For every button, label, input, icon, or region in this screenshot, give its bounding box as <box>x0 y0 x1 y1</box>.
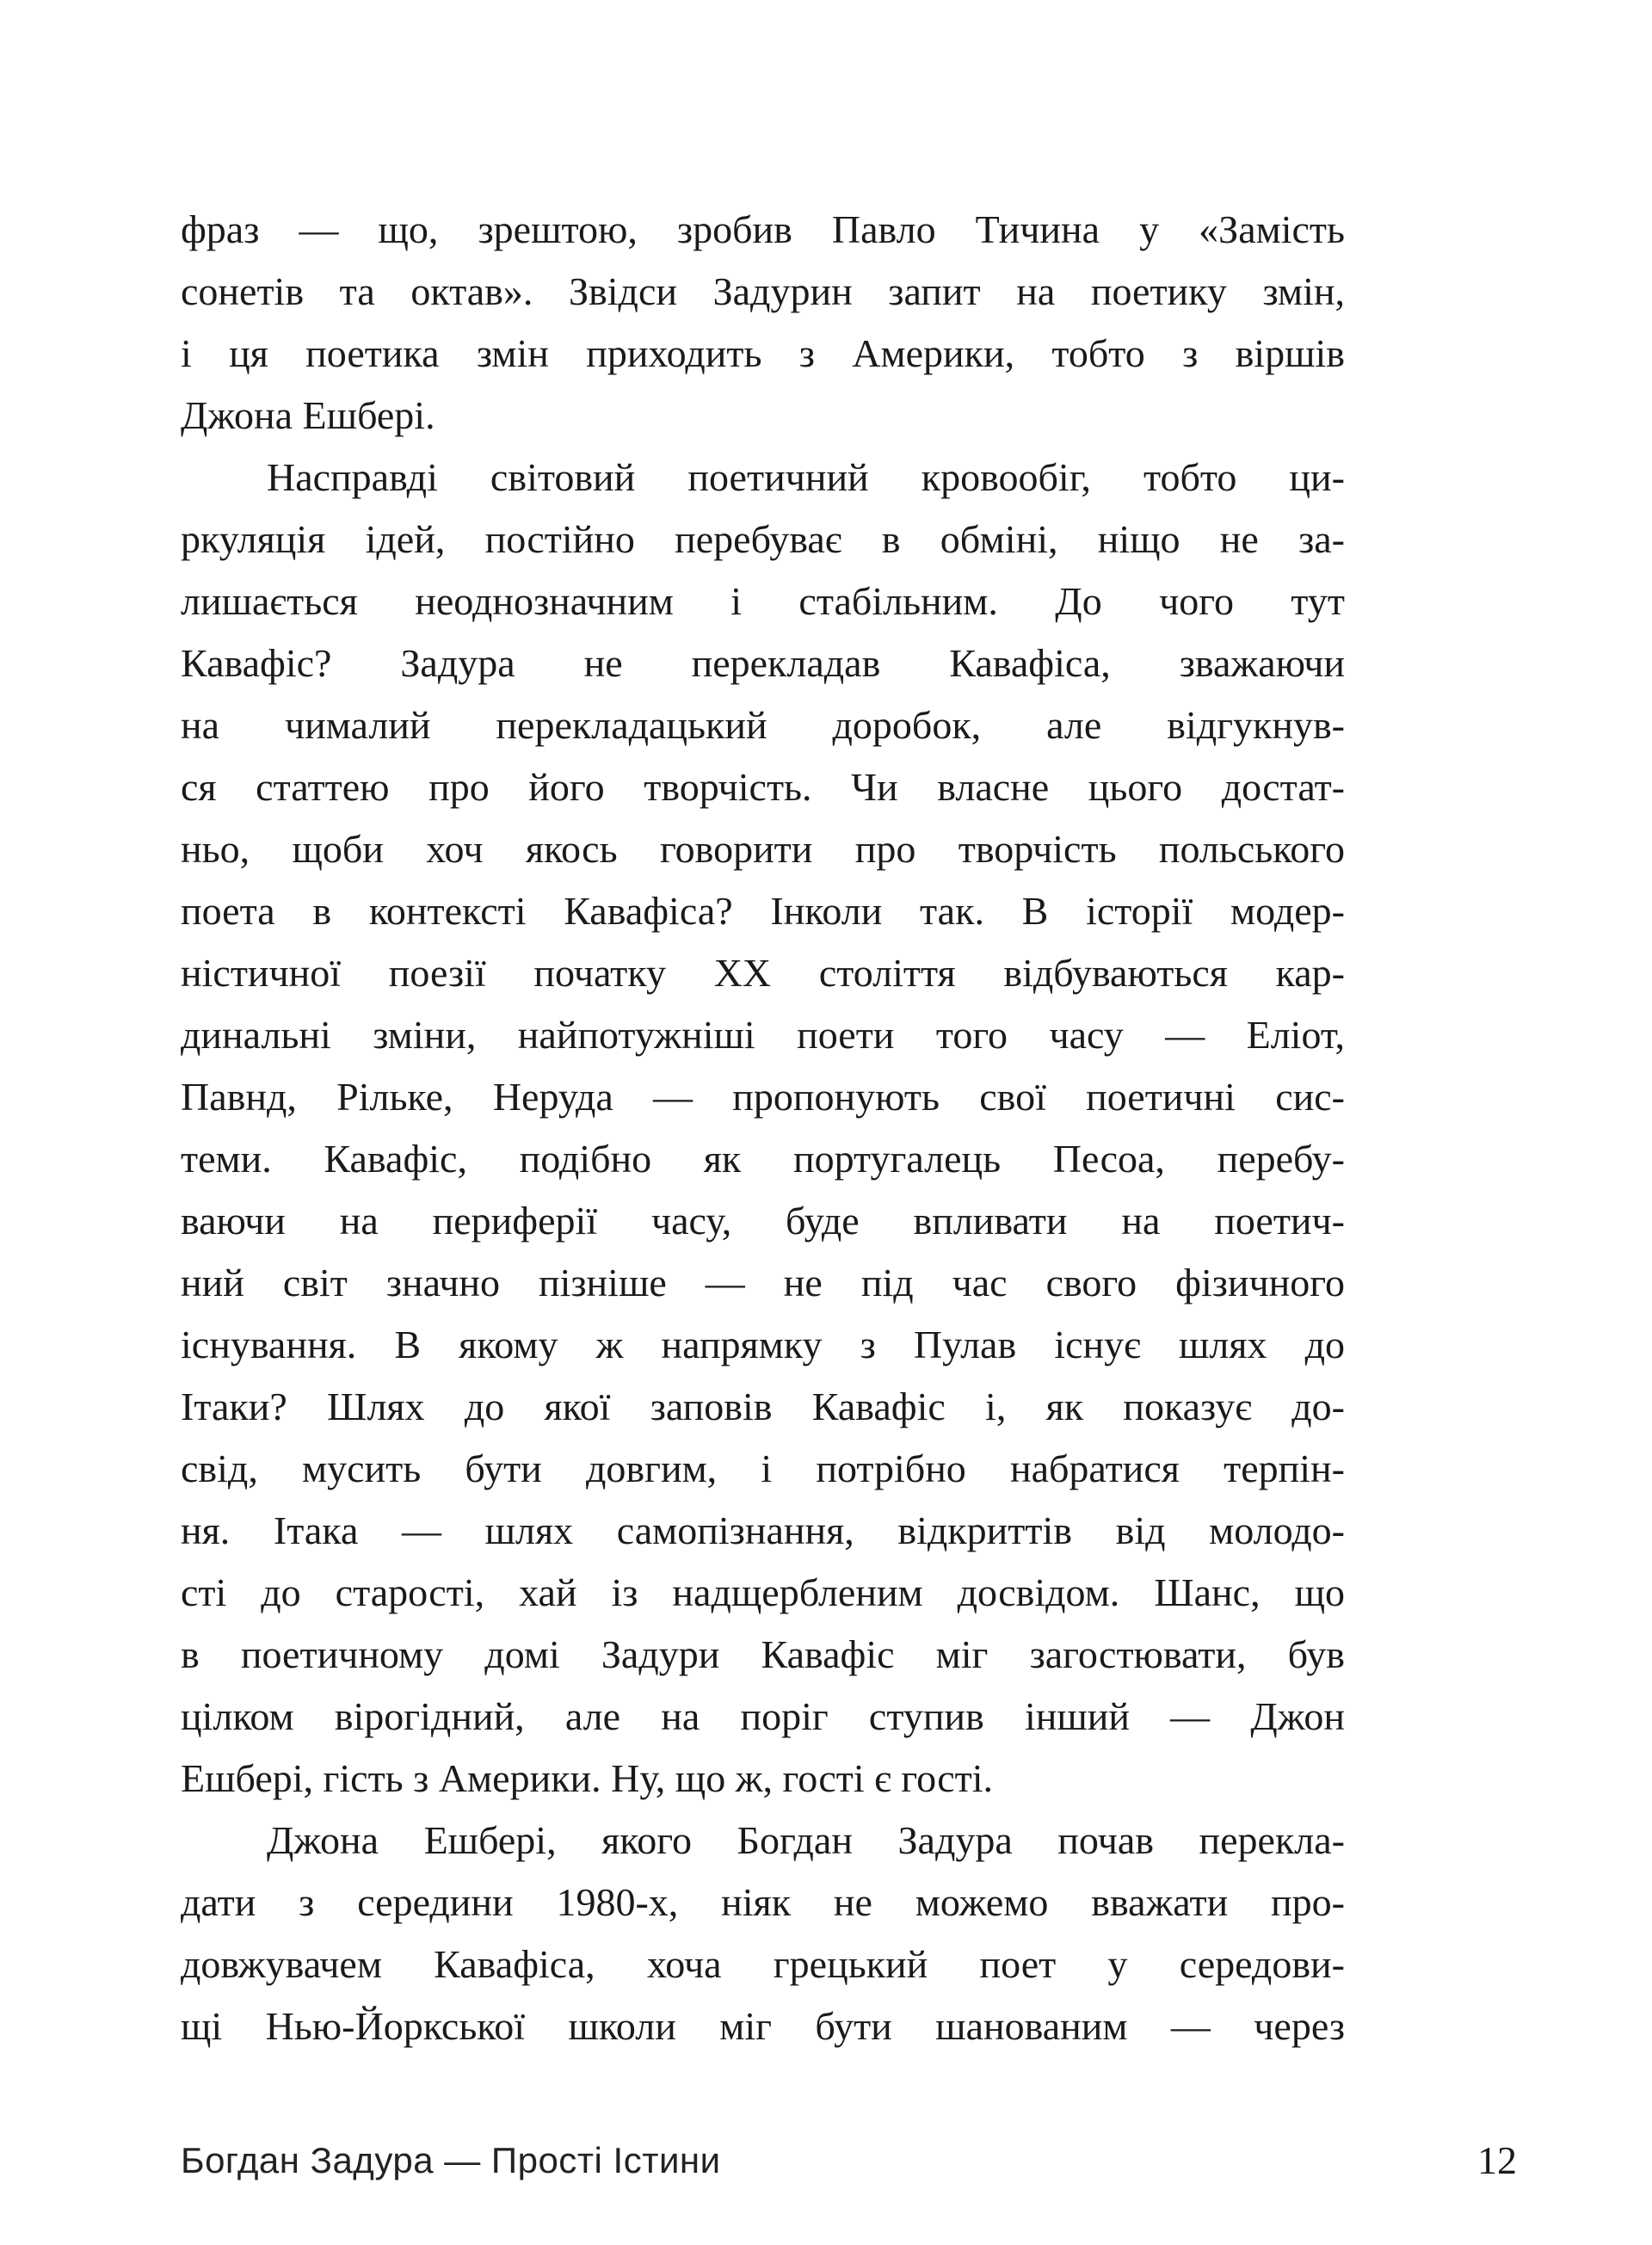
body-line: свід, мусить бути довгим, і потрібно набратися терпін- <box>181 1446 1345 1490</box>
body-line: поета в контексті Кавафіса? Інколи так. В історії модер- <box>181 889 1345 933</box>
body-line: на чималий перекладацький доробок, але відгукнув- <box>181 703 1345 747</box>
paragraph-1 <box>181 199 1345 447</box>
body-line: Ешбері, гість з Америки. Ну, що ж, гості є гості. <box>181 1756 994 1800</box>
paragraph-2 <box>181 447 1345 1810</box>
body-line: в поетичному домі Задури Кавафіс міг загостювати, був <box>181 1632 1345 1676</box>
body-line: цілком вірогідний, але на поріг ступив інший — Джон <box>181 1694 1345 1738</box>
body-line: щі Нью-Йоркської школи міг бути шанованим — через <box>181 2004 1345 2048</box>
body-line: ня. Ітака — шлях самопізнання, відкриттів від молодо- <box>181 1508 1345 1552</box>
body-line: ністичної поезії початку ХХ століття відбуваються кар- <box>181 951 1345 995</box>
body-line: ний світ значно пізніше — не під час свого фізичного <box>181 1261 1345 1304</box>
body-line: ваючи на периферії часу, буде впливати на поетич- <box>181 1199 1345 1243</box>
page-text-block <box>181 199 1345 2057</box>
body-line: ся статтею про його творчість. Чи власне цього достат- <box>181 765 1345 809</box>
body-line: лишається неоднозначним і стабільним. До чого тут <box>181 579 1345 623</box>
body-line: Кавафіс? Задура не перекладав Кавафіса, зважаючи <box>181 641 1345 685</box>
paragraph-3 <box>181 1810 1345 2057</box>
body-line: ркуляція ідей, постійно перебуває в обміні, ніщо не за- <box>181 517 1345 561</box>
body-line: Павнд, Рільке, Неруда — пропонують свої поетичні сис- <box>181 1075 1345 1119</box>
body-line: сті до старості, хай із надщербленим досвідом. Шанс, що <box>181 1570 1345 1614</box>
body-line: динальні зміни, найпотужніші поети того часу — Еліот, <box>181 1013 1345 1057</box>
body-line: Ітаки? Шлях до якої заповів Кавафіс і, як показує до- <box>181 1385 1345 1428</box>
body-line: дати з середини 1980-х, ніяк не можемо вважати про- <box>181 1880 1345 1924</box>
page-number: 12 <box>1477 2138 1517 2182</box>
body-line: сонетів та октав». Звідси Задурин запит на поетику змін, <box>181 269 1345 313</box>
body-line: Насправді світовий поетичний кровообіг, тобто ци- <box>267 455 1345 499</box>
body-line: ньо, щоби хоч якось говорити про творчість польського <box>181 827 1345 871</box>
body-line: Джона Ешбері, якого Богдан Задура почав перекла- <box>267 1818 1345 1862</box>
running-footer-book-title: Богдан Задура — Прості Істини <box>181 2140 721 2180</box>
body-line: і ця поетика змін приходить з Америки, тобто з віршів <box>181 331 1345 375</box>
body-line: Джона Ешбері. <box>181 393 435 437</box>
body-line: існування. В якому ж напрямку з Пулав існує шлях до <box>181 1323 1345 1366</box>
body-line: теми. Кавафіс, подібно як португалець Песоа, перебу- <box>181 1137 1345 1181</box>
body-line: фраз — що, зрештою, зробив Павло Тичина у «Замість <box>181 207 1345 251</box>
body-line: довжувачем Кавафіса, хоча грецький поет у середови- <box>181 1942 1345 1986</box>
